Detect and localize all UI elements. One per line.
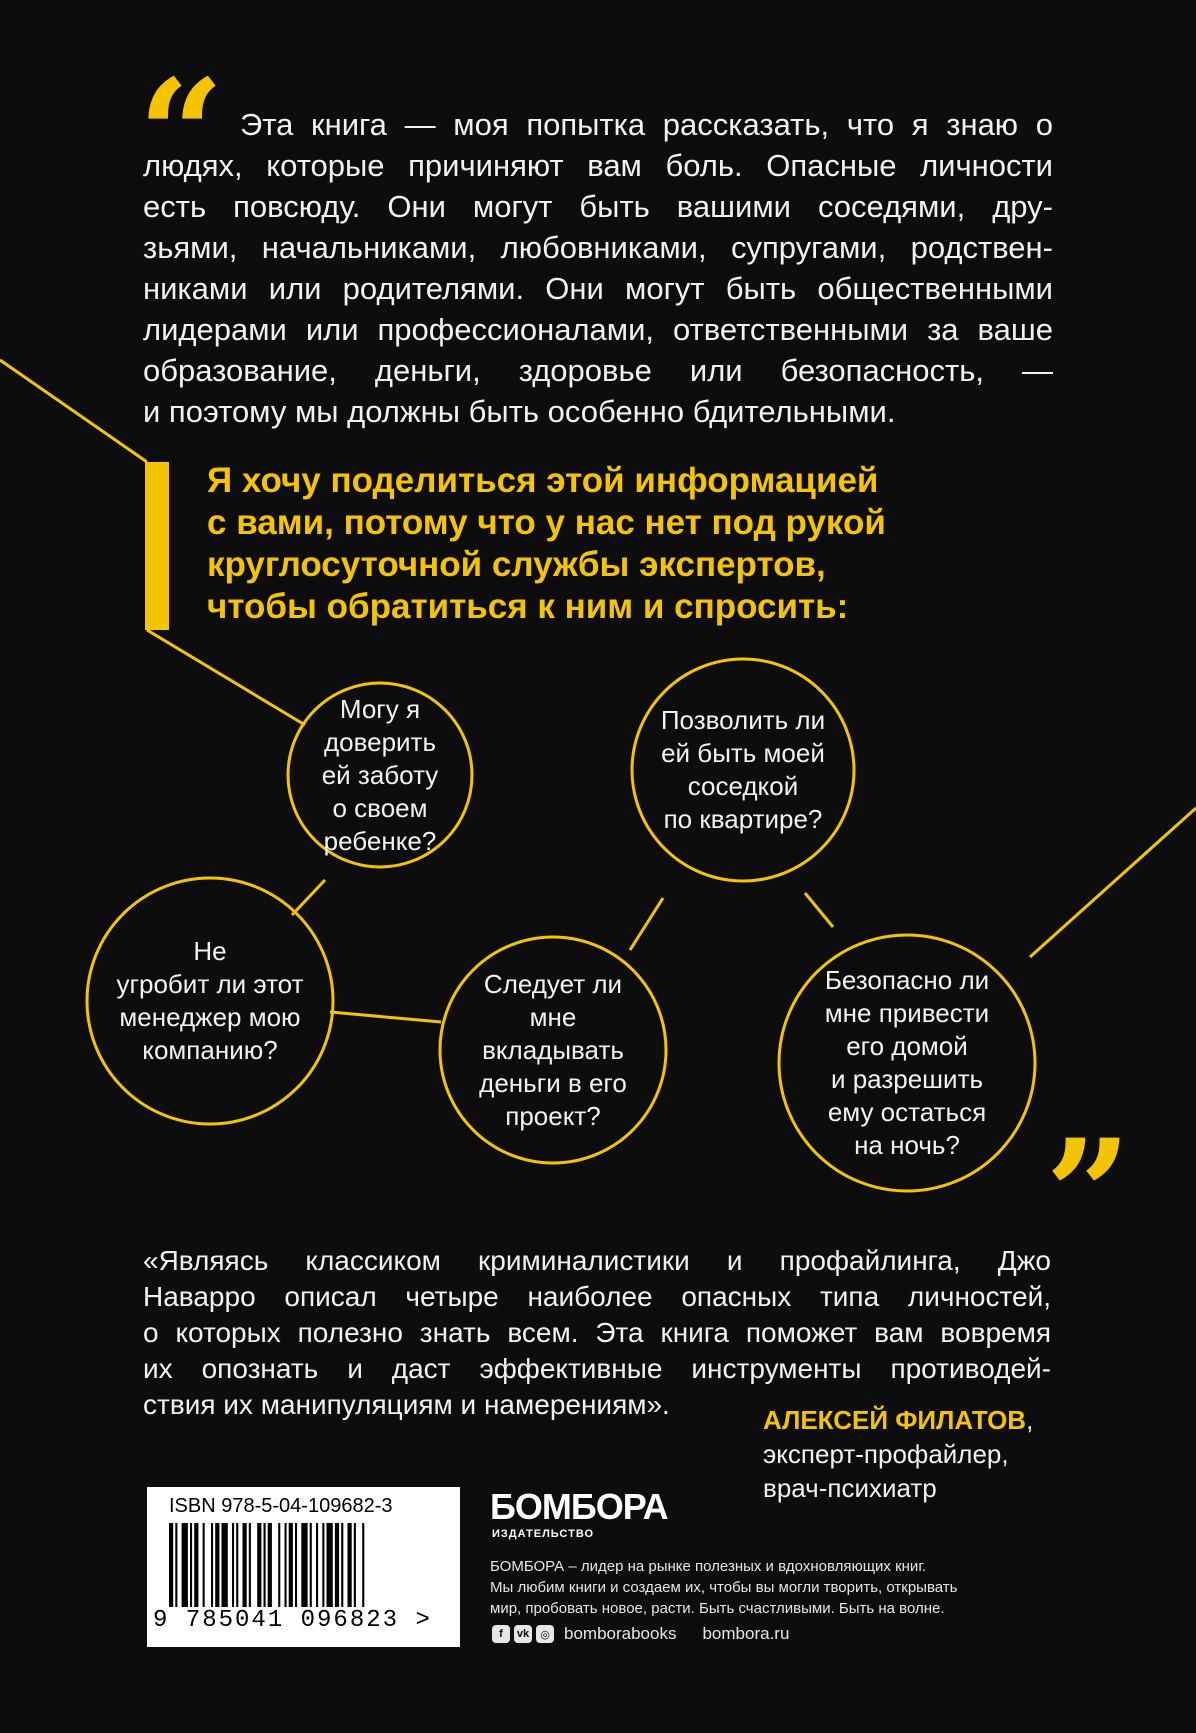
question-line: Не bbox=[193, 936, 227, 966]
question-line: соседкой bbox=[687, 771, 799, 801]
open-quote-mark: “ bbox=[138, 47, 213, 223]
ean-text: 9 785041 096823 > bbox=[153, 1607, 432, 1634]
question-line: о своем bbox=[332, 792, 428, 823]
publisher-subtitle: ИЗДАТЕЛЬСТВО bbox=[492, 1528, 595, 1540]
website-link[interactable]: bombora.ru bbox=[702, 1624, 790, 1643]
instagram-icon[interactable]: ◎ bbox=[536, 1625, 554, 1643]
question-line: менеджер мою bbox=[119, 1002, 301, 1032]
highlight-line: круглосуточной службы экспертов, bbox=[207, 545, 826, 584]
review-author bbox=[763, 1403, 1033, 1505]
question-3 bbox=[87, 878, 333, 1124]
intro-line: людях, которые причиняют вам боль. Опасные личности bbox=[143, 148, 1053, 183]
intro-line: есть повсюду. Они могут быть вашими соседями, дру- bbox=[143, 189, 1053, 224]
isbn-text: ISBN 978-5-04-109682-3 bbox=[169, 1495, 393, 1517]
author-name-comma: , bbox=[1026, 1405, 1034, 1435]
question-line: на ночь? bbox=[854, 1130, 960, 1160]
close-quote-mark: ” bbox=[1045, 1107, 1120, 1283]
question-line: деньги в его bbox=[479, 1067, 627, 1098]
intro-line: никами или родителями. Они могут быть общественными bbox=[143, 271, 1053, 306]
question-line: его домой bbox=[846, 1031, 968, 1061]
highlight-paragraph bbox=[207, 460, 967, 628]
review-paragraph bbox=[143, 1243, 1051, 1423]
vk-icon[interactable]: vk bbox=[514, 1625, 532, 1643]
facebook-icon[interactable]: f bbox=[492, 1625, 510, 1643]
intro-line: Эта книга — моя попытка рассказать, что я знаю о bbox=[240, 107, 1053, 142]
review-line: о которых полезно знать всем. Эта книга поможет вам вовремя bbox=[143, 1317, 1051, 1348]
question-line: Могу я bbox=[339, 693, 421, 724]
question-line: Следует ли bbox=[483, 968, 623, 999]
intro-line: образование, деньги, здоровье или безопасность, — bbox=[143, 353, 1053, 388]
author-role: эксперт-профайлер, bbox=[763, 1439, 1009, 1469]
author-name: АЛЕКСЕЙ ФИЛАТОВ bbox=[763, 1405, 1027, 1435]
question-line: проект? bbox=[505, 1100, 601, 1131]
question-line: ей заботу bbox=[321, 759, 439, 790]
barcode-icon bbox=[169, 1523, 439, 1607]
highlight-bar bbox=[145, 462, 169, 630]
intro-paragraph bbox=[143, 104, 1053, 432]
intro-line: и поэтому мы должны быть особенно бдительными. bbox=[143, 394, 896, 429]
connector-line-left-top bbox=[0, 360, 147, 462]
question-line: ему остаться bbox=[827, 1097, 987, 1127]
question-1 bbox=[288, 683, 472, 867]
review-line: их опознать и даст эффективные инструменты противодей- bbox=[143, 1353, 1051, 1384]
intro-line: лидерами или профессионалами, ответственными за ваше bbox=[143, 312, 1053, 347]
connector-line-circle2-circle5 bbox=[805, 893, 833, 927]
publisher-description-line: мир, пробовать новое, расти. Быть счастливыми. Быть на волне. bbox=[490, 1600, 945, 1617]
connector-line-bar-to-circle bbox=[147, 630, 305, 725]
highlight-line: Я хочу поделиться этой информацией bbox=[207, 461, 879, 500]
barcode-box bbox=[147, 1487, 460, 1647]
publisher-description-line: БОМБОРА – лидер на рынке полезных и вдохновляющих книг. bbox=[490, 1558, 927, 1575]
question-line: вкладывать bbox=[482, 1034, 624, 1065]
review-line: ствия их манипуляциям и намерениям». bbox=[143, 1389, 670, 1420]
question-line: и разрешить bbox=[830, 1064, 984, 1094]
social-handle[interactable]: bomborabooks bbox=[564, 1624, 677, 1643]
question-line: по квартире? bbox=[663, 804, 823, 834]
question-line: угробит ли этот bbox=[116, 969, 304, 999]
question-line: ребенке? bbox=[323, 825, 437, 856]
connector-line-circle3-circle4 bbox=[330, 1012, 441, 1022]
review-line: «Являясь классиком криминалистики и профайлинга, Джо bbox=[143, 1245, 1051, 1276]
review-line: Наварро описал четыре наиболее опасных типа личностей, bbox=[143, 1281, 1051, 1312]
question-line: компанию? bbox=[142, 1035, 278, 1065]
question-line: Безопасно ли bbox=[824, 965, 990, 995]
question-5 bbox=[779, 935, 1035, 1191]
question-line: мне bbox=[529, 1001, 577, 1032]
publisher-logo: БОМБОРА bbox=[490, 1486, 668, 1527]
question-line: доверить bbox=[323, 726, 437, 757]
connector-line-circle5-right bbox=[1030, 808, 1196, 957]
author-role: врач-психиатр bbox=[763, 1473, 937, 1503]
highlight-line: чтобы обратиться к ним и спросить: bbox=[207, 587, 849, 626]
question-4 bbox=[440, 937, 666, 1163]
question-2 bbox=[632, 659, 854, 881]
publisher-social bbox=[492, 1624, 789, 1644]
highlight-line: с вами, потому что у нас нет под рукой bbox=[207, 503, 886, 542]
question-line: мне привести bbox=[824, 998, 990, 1028]
intro-line: зьями, начальниками, любовниками, супругами, родствен- bbox=[143, 230, 1053, 265]
publisher-description bbox=[490, 1556, 957, 1619]
question-line: Позволить ли bbox=[660, 705, 826, 735]
question-line: ей быть моей bbox=[661, 738, 825, 768]
publisher-description-line: Мы любим книги и создаем их, чтобы вы могли творить, открывать bbox=[490, 1579, 958, 1596]
